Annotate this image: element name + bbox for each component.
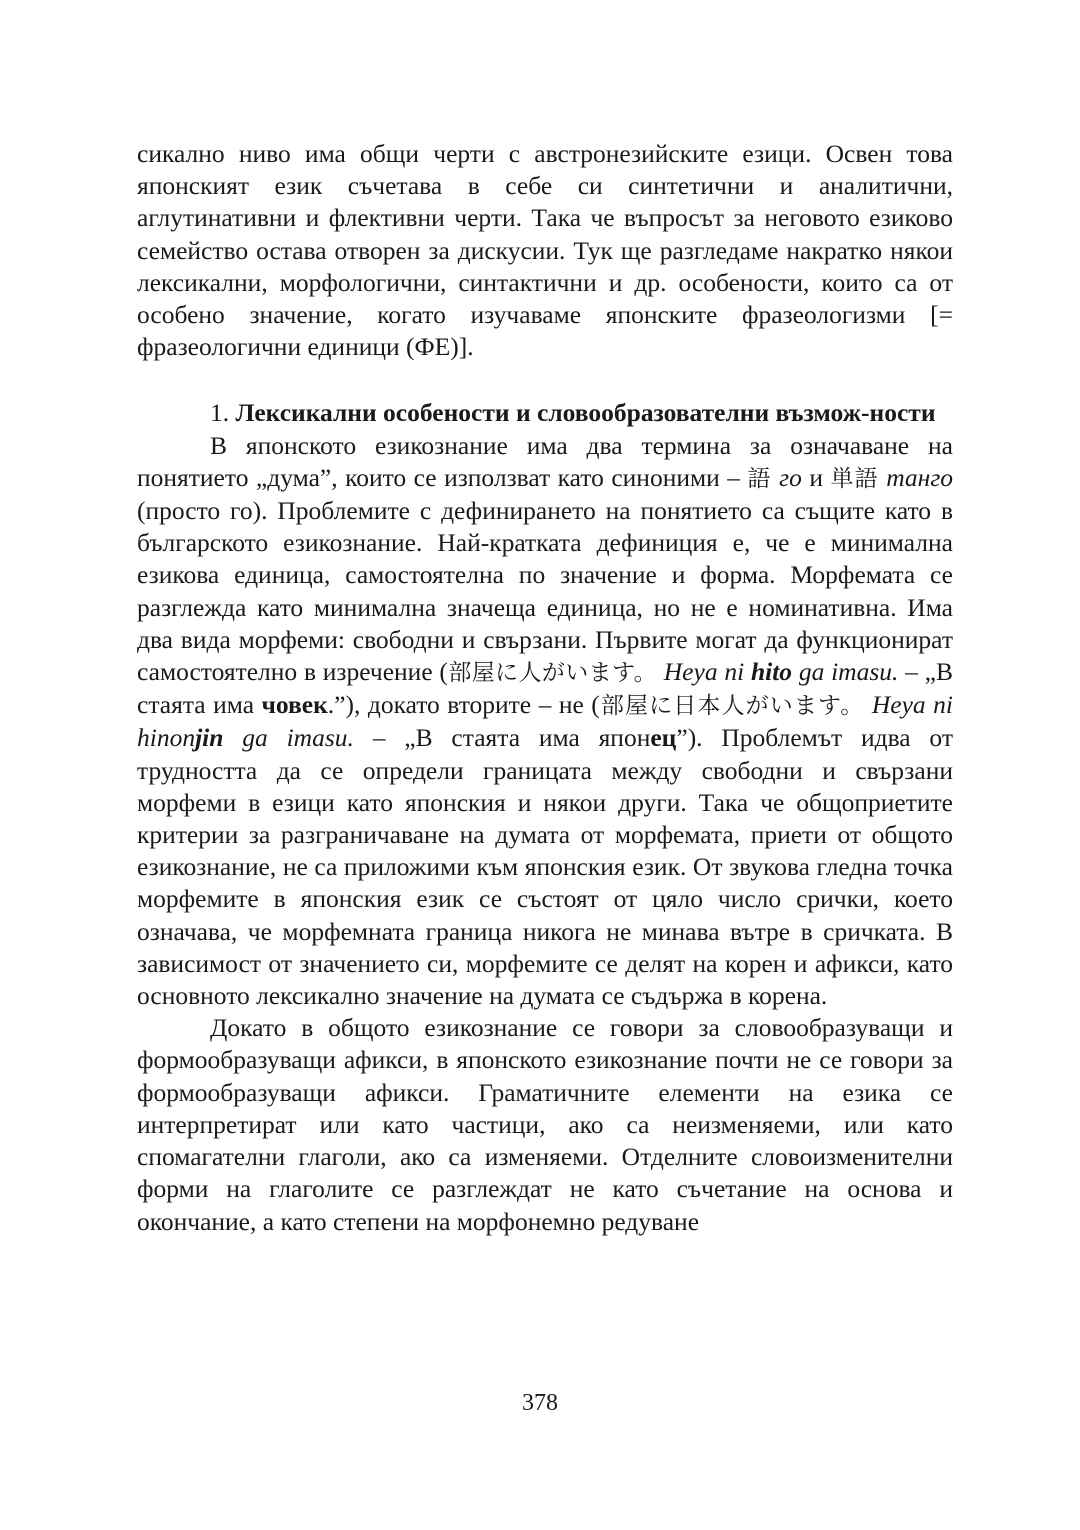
- translation-bold: ец: [650, 723, 677, 753]
- text-run: и: [801, 462, 831, 492]
- romaji-run: ga imasu.: [223, 723, 354, 753]
- romaji-run: Heya ni hinon: [137, 690, 954, 753]
- paragraph-affixes: Докато в общото езикознание се говори за словообразуващи и формообразуващи афикси, в японското езикознание почти не се говори за формообразуващи афикси. Граматичните елементи на езика се интерпретират или като частици, ако са неизменяеми, или като спомагателни глаголи, ако са изменяеми. Отделните словоизменителни форми на глаголите се разглеждат не като съчетание на основа и окончание, а като степени на морфонемно редуване: [137, 1013, 953, 1236]
- text-column: [137, 138, 953, 1238]
- romaji-run: Heya ni: [663, 657, 751, 687]
- kanji-go: 語: [747, 465, 772, 492]
- term-tango: танго: [886, 462, 954, 492]
- example-2-japanese: 部屋に日本人がいます。: [599, 693, 865, 720]
- page-number: 378: [522, 1390, 558, 1416]
- section-heading: [137, 397, 953, 429]
- intro-paragraph: сикално ниво има общи черти с австронезийските езици. Освен това японският език съчетава в себе си синтетични и аналитични, аглутинативни и флективни черти. Така че въпросът за неговото езиково семейство остава отворен за дискусии. Тук ще разгледаме накратко някои лексикални, морфологични, синтактични и др. особености, които са от особено значение, когато изучаваме японските фразеологизми [= фразеологични единици (ФЕ)].: [137, 139, 953, 362]
- romaji-bold: jin: [195, 723, 224, 753]
- section-title: Лексикални особености и словообразователни възмож-ности: [235, 398, 936, 428]
- example-1-japanese: 部屋に人がいます。: [447, 660, 657, 687]
- term-go: го: [779, 462, 802, 492]
- text-run: В японското езикознание има два термина за означаване на понятието „дума”, които се използват като синоними –: [137, 430, 953, 492]
- translation-run: .”), докато вторите – не (: [327, 690, 600, 720]
- text-run: (просто го). Проблемите с дефинирането на понятието са същите като в българското езикознание. Най-кратката дефиниция е, че е минимална езикова единица, самостоятелна по значение и форма. Морфемата се разглежда като минимална значеща единица, но не е номинативна. Има два вида морфеми: свободни и свързани. Първите могат да функционират самостоятелно в изречение (: [137, 496, 953, 687]
- kanji-tango: 単語: [830, 465, 879, 492]
- romaji-run: ga imasu.: [792, 657, 899, 687]
- translation-bold: човек: [261, 690, 328, 720]
- section-number: 1.: [210, 398, 230, 428]
- text-run: ”). Проблемът идва от трудността да се определи границата между свободни и свързани морфеми в езици като японския и някои други. Така че общоприетите критерии за разграничаване на думата от морфемата, приети от общото езикознание, не са приложими към японския език. От звукова гледна точка морфемите в японския език се състоят от цяло число срички, което означава, че морфемната граница никога не минава вътре в сричката. В зависимост от значението си, морфемите се делят на корен и афикси, като основното лексикално значение на думата се съдържа в корена.: [137, 723, 953, 1011]
- translation-run: – „В стаята има япон: [353, 723, 651, 753]
- translation-run: – „В стаята има: [137, 657, 953, 720]
- example-1-romaji: [664, 657, 899, 686]
- paragraph-lexical: [137, 430, 953, 1013]
- romaji-bold: hito: [750, 657, 793, 687]
